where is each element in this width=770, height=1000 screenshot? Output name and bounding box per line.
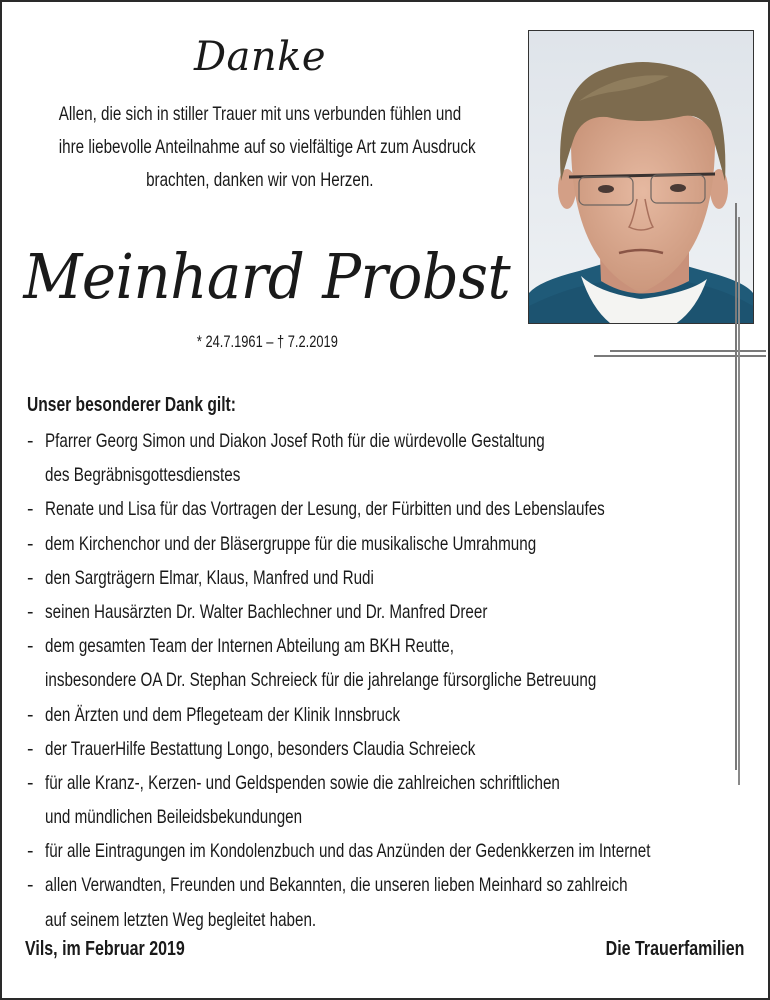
- deceased-name: [0, 240, 534, 313]
- list-item: [27, 561, 727, 595]
- list-item: [27, 834, 727, 868]
- signature: [571, 938, 744, 961]
- list-item: [27, 629, 727, 663]
- portrait-photo: [528, 30, 754, 324]
- list-dash: -: [27, 703, 34, 726]
- list-item-text: des Begräbnisgottesdienstes: [45, 464, 241, 487]
- list-item: [27, 766, 727, 800]
- list-item-text: auf seinem letzten Weg begleitet haben.: [45, 908, 317, 931]
- list-item-text: der TrauerHilfe Bestattung Longo, besonders Claudia Schreieck: [45, 737, 476, 760]
- list-item-text: den Ärzten und dem Pflegeteam der Klinik Innsbruck: [45, 703, 401, 726]
- list-dash: -: [27, 566, 34, 589]
- list-dash: -: [27, 635, 34, 658]
- list-item-text: seinen Hausärzten Dr. Walter Bachlechner und Dr. Manfred Dreer: [45, 600, 488, 623]
- list-item-text: für alle Eintragungen im Kondolenzbuch und das Anzünden der Gedenkkerzen im Internet: [45, 840, 651, 863]
- list-item: [27, 868, 727, 902]
- list-item-text: den Sargträgern Elmar, Klaus, Manfred und Rudi: [45, 566, 374, 589]
- place-date-text: Vils, im Februar 2019: [25, 938, 185, 960]
- list-item: [27, 492, 727, 526]
- list-item-text: dem gesamten Team der Internen Abteilung am BKH Reutte,: [45, 635, 454, 658]
- life-dates-text: * 24.7.1961 – † 7.2.2019: [196, 333, 338, 351]
- list-item-text: Pfarrer Georg Simon und Diakon Josef Roth für die würdevolle Gestaltung: [45, 430, 545, 452]
- list-item: [27, 458, 727, 492]
- portrait-icon: [529, 31, 753, 323]
- list-dash: -: [27, 737, 34, 760]
- list-dash: -: [27, 532, 34, 555]
- list-dash: -: [27, 498, 34, 521]
- list-item: [27, 527, 727, 561]
- list-item-text: insbesondere OA Dr. Stephan Schreieck für die jahrelange fürsorgliche Betreuung: [45, 669, 597, 692]
- intro-line: Allen, die sich in stiller Trauer mit uns verbunden fühlen und: [58, 103, 462, 125]
- list-dash: -: [27, 430, 34, 452]
- thanks-list: [27, 424, 727, 937]
- list-item: [27, 595, 727, 629]
- intro-text: [0, 98, 520, 197]
- intro-line: brachten, danken wir von Herzen.: [146, 169, 374, 191]
- decorative-rule-horizontal: [594, 355, 766, 357]
- list-item-text: für alle Kranz-, Kerzen- und Geldspenden sowie die zahlreichen schriftlichen: [45, 771, 560, 794]
- list-dash: -: [27, 874, 34, 897]
- intro-line: ihre liebevolle Anteilnahme auf so vielfältige Art zum Ausdruck: [58, 136, 476, 158]
- signature-text: Die Trauerfamilien: [605, 938, 744, 960]
- thanks-heading: [27, 394, 295, 417]
- list-item-text: Renate und Lisa für das Vortragen der Lesung, der Fürbitten und des Lebenslaufes: [45, 498, 605, 521]
- notice-title: Danke: [193, 34, 327, 80]
- thanks-heading-text: Unser besonderer Dank gilt:: [27, 394, 236, 416]
- list-item-text: allen Verwandten, Freunden und Bekannten, die unseren lieben Meinhard so zahlreich: [45, 874, 628, 897]
- list-item: [27, 424, 727, 458]
- list-dash: -: [27, 771, 34, 794]
- list-item: [27, 800, 727, 834]
- list-dash: -: [27, 600, 34, 623]
- list-item: [27, 698, 727, 732]
- list-item-text: und mündlichen Beileidsbekundungen: [45, 806, 303, 829]
- list-item: [27, 903, 727, 937]
- list-item-text: dem Kirchenchor und der Bläsergruppe für die musikalische Umrahmung: [45, 532, 537, 555]
- life-dates: [0, 333, 534, 352]
- deceased-name-text: Meinhard Probst: [23, 240, 511, 313]
- list-dash: -: [27, 840, 34, 863]
- decorative-rule-horizontal: [610, 350, 766, 352]
- place-date: [25, 938, 225, 961]
- list-item: [27, 732, 727, 766]
- list-item: [27, 663, 727, 697]
